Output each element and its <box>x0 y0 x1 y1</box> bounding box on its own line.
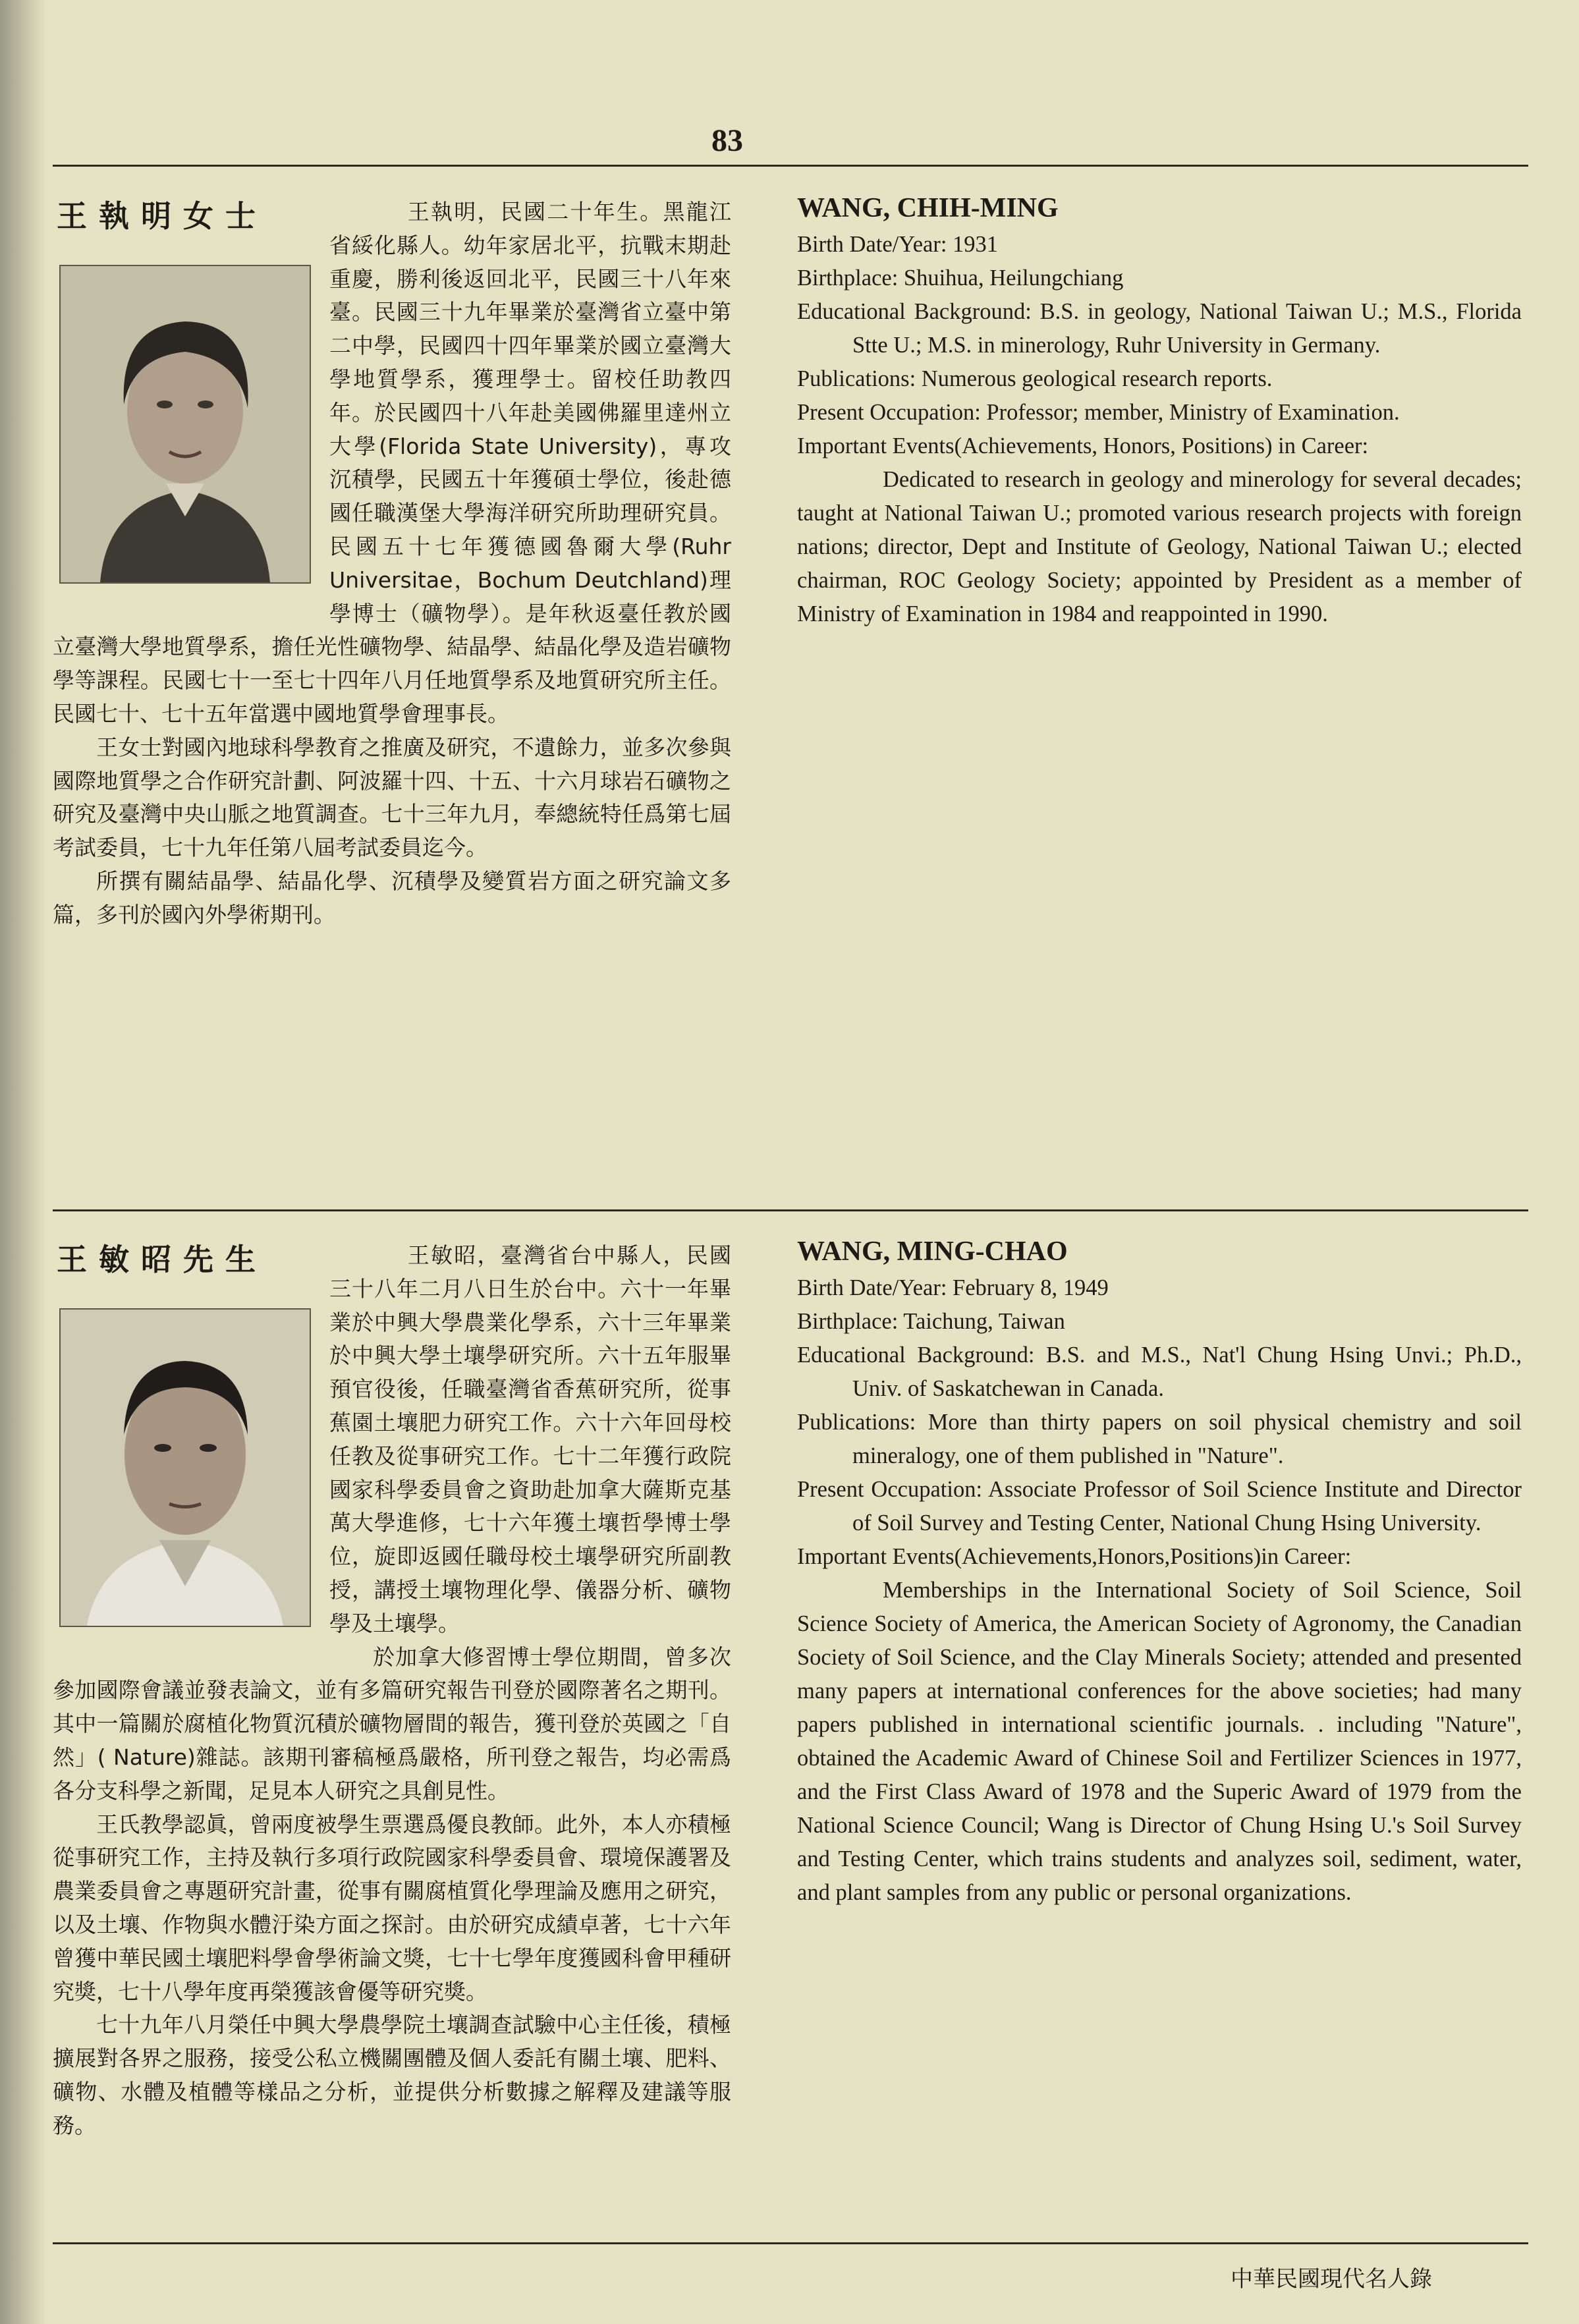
english-column <box>797 1236 1522 1910</box>
chinese-paragraph: 王敏昭，臺灣省台中縣人，民國三十八年二月八日生於台中。六十一年畢業於中興大學農業化學系，六十三年畢業於中興大學土壤學研究所。六十五年服畢預官役後，任職臺灣省香蕉研究所，從事蕉園土壤肥力研究工作。六十六年回母校任教及從事研究工作。七十二年獲行政院國家科學委員會之資助赴加拿大薩斯克基萬大學進修，七十六年獲土壤哲學博士學位，旋即返國任職母校土壤學研究所副教授，講授土壤物理化學、儀器分析、礦物學及土壤學。 <box>329 1242 731 1636</box>
page-binding-shadow <box>0 0 46 2324</box>
birthplace: Birthplace: Shuihua, Heilungchiang <box>797 265 1124 290</box>
chinese-paragraph: 所撰有關結晶學、結晶化學、沉積學及變質岩方面之研究論文多篇，多刊於國內外學術期刊。 <box>53 868 731 927</box>
chinese-paragraph: 七十九年八月榮任中興大學農學院土壤調查試驗中心主任後，積極擴展對各界之服務，接受公私立機關團體及個人委託有關土壤、肥料、礦物、水體及植體等樣品之分析，並提供分析數據之解釋及建議等服務。 <box>53 2012 731 2138</box>
publications: Publications: More than thirty papers on soil physical chemistry and soil mineralogy, one of them published in "Nature". <box>797 1410 1522 1468</box>
entry-wang-chih-ming <box>53 192 1528 1141</box>
chinese-paragraph: 於加拿大修習博士學位期間，曾多次參加國際會議並發表論文，並有多篇研究報告刊登於國際著名之期刊。其中一篇關於腐植化物質沉積於礦物層間的報告，獲刊登於英國之「自然」( Nature)雜誌。該期刊審稿極爲嚴格，所刊登之報告，均必需爲各分支科學之新聞，足見本人研究之具創見性。 <box>53 1644 731 1804</box>
present-occupation: Present Occupation: Professor; member, Ministry of Examination. <box>797 400 1400 425</box>
chinese-name: 王敏昭先生 <box>57 1242 267 1277</box>
birthplace: Birthplace: Taichung, Taiwan <box>797 1309 1065 1334</box>
footer-book-title: 中華民國現代名人錄 <box>1231 2266 1432 2292</box>
birth-date: Birth Date/Year: 1931 <box>797 232 999 257</box>
educational-background: Educational Background: B.S. in geology, National Taiwan U.; M.S., Florida Stte U.; M.S. in minerology, Ruhr University in Germany. <box>797 299 1522 358</box>
chinese-paragraph: 王女士對國內地球科學教育之推廣及研究，不遺餘力，並多次參與國際地質學之合作研究計劃、阿波羅十四、十五、十六月球岩石礦物之研究及臺灣中央山脈之地質調查。七十三年九月，奉總統特任爲第七屆考試委員，七十九年任第八屆考試委員迄今。 <box>53 734 731 861</box>
top-rule <box>53 165 1528 167</box>
bottom-rule <box>53 2242 1528 2244</box>
birth-date: Birth Date/Year: February 8, 1949 <box>797 1275 1109 1300</box>
english-name: WANG, CHIH-MING <box>797 193 1059 223</box>
present-occupation: Present Occupation: Associate Professor of Soil Science Institute and Director of Soil Survey and Testing Center, National Chung Hsing University. <box>797 1477 1522 1536</box>
english-name: WANG, MING-CHAO <box>797 1236 1068 1267</box>
chinese-biography <box>53 196 731 932</box>
educational-background: Educational Background: B.S. and M.S., Nat'l Chung Hsing Unvi.; Ph.D., Univ. of Saskatchewan in Canada. <box>797 1342 1522 1401</box>
important-events-heading: Important Events(Achievements, Honors, Positions) in Career: <box>797 433 1369 458</box>
middle-rule <box>53 1209 1528 1211</box>
chinese-biography <box>53 1239 731 2143</box>
chinese-paragraph: 王執明，民國二十年生。黑龍江省綏化縣人。幼年家居北平，抗戰末期赴重慶，勝利後返回北平，民國三十八年來臺。民國三十九年畢業於臺灣省立臺中第二中學，民國四十四年畢業於國立臺灣大學地質學系，獲理學士。留校任助教四年。於民國四十八年赴美國佛羅里達州立大學(Florida State University)，專攻沉積學，民國五十年獲碩士學位，後赴德國任職漢堡大學海洋研究所助理研究員。民國五十七年獲德國魯爾大學(Ruhr Universitae，Bochum Deutchland)理學博士（礦物學）。是年秋返臺任教於國立臺灣大學地質學系，擔任光性礦物學、結晶學、結晶化學及造岩礦物學等課程。民國七十一至七十四年八月任地質學系及地質研究所主任。民國七十、七十五年當選中國地質學會理事長。 <box>53 199 731 727</box>
important-events-heading: Important Events(Achievements,Honors,Positions)in Career: <box>797 1544 1352 1569</box>
important-events: Memberships in the International Society of Soil Science, Soil Science Society of America, the American Society of Agronomy, the Canadian Society of Soil Science, and the Clay Minerals Society; attended and presented many papers at international conferences for the above societies; had many papers published in international scientific journals. . including "Nature", obtained the Academic Award of Chinese Soil and Fertilizer Sciences in 1977, and the First Class Award of 1978 and the Superic Award of 1979 from the National Science Council; Wang is Director of Chung Hsing U.'s Soil Survey and Testing Center, which trains students and analyzes soil, sediment, water, and plant samples from any public or personal organizations. <box>797 1578 1522 1905</box>
chinese-paragraph: 王氏教學認眞，曾兩度被學生票選爲優良教師。此外，本人亦積極從事研究工作，主持及執行多項行政院國家科學委員會、環境保護署及農業委員會之專題研究計畫，從事有關腐植質化學理論及應用之研究，以及土壤、作物與水體汙染方面之探討。由於研究成績卓著，七十六年曾獲中華民國土壤肥料學會學術論文獎，七十七學年度獲國科會甲種研究獎，七十八學年度再榮獲該會優等研究獎。 <box>53 1811 731 2005</box>
important-events: Dedicated to research in geology and minerology for several decades; taught at National Taiwan U.; promoted various research projects with foreign nations; director, Dept and Institute of Geology, National Taiwan U.; elected chairman, ROC Geology Society; appointed by President as a member of Ministry of Examination in 1984 and reappointed in 1990. <box>797 467 1522 626</box>
page-number: 83 <box>711 123 743 158</box>
entry-wang-ming-chao <box>53 1236 1528 2224</box>
english-column <box>797 192 1522 631</box>
chinese-name: 王執明女士 <box>57 198 267 234</box>
publications: Publications: Numerous geological research reports. <box>797 366 1273 391</box>
